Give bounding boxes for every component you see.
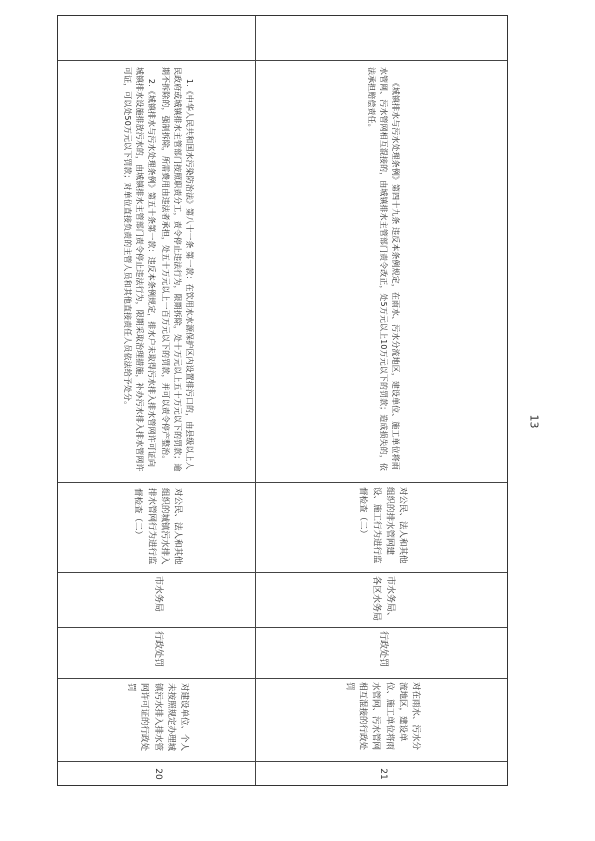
record-21-legal-basis [363,67,401,475]
record-20-subject-scope-cell [58,482,255,572]
record-20-legal-basis-para-1: 1.《中华人民共和国水污染防治法》第八十一条 第一款：在饮用水水源保护区内设置排污口的，由县级以上人民政府或城镇排水主管部门按照职责分工，责令停止违法行为，限期拆除，处十万元以上五十万元以下的罚款；逾期不拆除的，强制拆除，所需费用由违法者承担，处五十万元以上一百万元以下的罚款，并可以责令停产整治。 [160,67,194,472]
record-20-implementing-body: 市水务局 [152,575,163,612]
record-20-number-cell [58,761,255,787]
record-20-item-name: 对建设单位、个人未按照规定办理城镇污水排入排水管网许可证的行政处罚 [125,682,189,751]
record-21-number: 21 [377,768,388,780]
record-21-top-blank [255,16,509,60]
record-21-legal-basis-cell [255,60,509,482]
record-20-implementing-body-cell [58,572,255,627]
record-21-item-name: 对在雨水、污水分流地区，建设单位、施工单位将雨水管网、污水管网相互混接的行政处罚 [344,681,421,750]
record-20-legal-basis [119,67,195,475]
record-21-number-cell [255,761,509,787]
record-20-authority-type-cell [58,627,255,678]
record-21-subject-scope-cell [255,482,509,572]
record-21-subject-scope: 对公民、法人和其他组织的排水管网建设、施工行为进行监督检查（二） [357,487,408,564]
record-21-implementing-body-cell [255,572,509,627]
record-21-legal-basis-para-1: 《城镇排水与污水处理条例》第四十九条 违反本条例规定，在雨水、污水分流地区，建设单位、施工单位将雨水管网、污水管网相互混接的，由城镇排水主管部门责令改正，处5万元以上10万元以下的罚款；造成损失的，依法承担赔偿责任。 [367,67,400,472]
page-number: 13 [527,414,541,429]
record-20-authority-type: 行政处罚 [152,630,163,667]
record-20-number: 20 [152,768,163,780]
record-20-item-name-cell [58,678,255,761]
record-21-item-name-cell [255,678,509,761]
document-table [57,15,508,786]
record-20-legal-basis-cell [58,60,255,482]
record-20-subject-scope: 对公民、法人和其他组织的城镇污水排入排水管网行为进行监督检查（二） [132,488,182,565]
record-21-implementing-body: 市水务局、各区水务局 [371,575,395,621]
record-20-top-blank [58,16,255,60]
record-20-legal-basis-para-2: 2.《城镇排水与污水处理条例》第五十条第一款：违反本条例规定，排水户未取得污水排入排水管网许可证向城镇排水设施排放污水的，由城镇排水主管部门责令停止违法行为，限期采取治理措施，补办污水排入排水管网许可证，可以处50万元以下罚款；对单位直接负责的主管人员和其他直接责任人员依法给予处分。 [122,67,156,472]
record-21-authority-type: 行政处罚 [377,630,388,667]
record-21-authority-type-cell [255,627,509,678]
